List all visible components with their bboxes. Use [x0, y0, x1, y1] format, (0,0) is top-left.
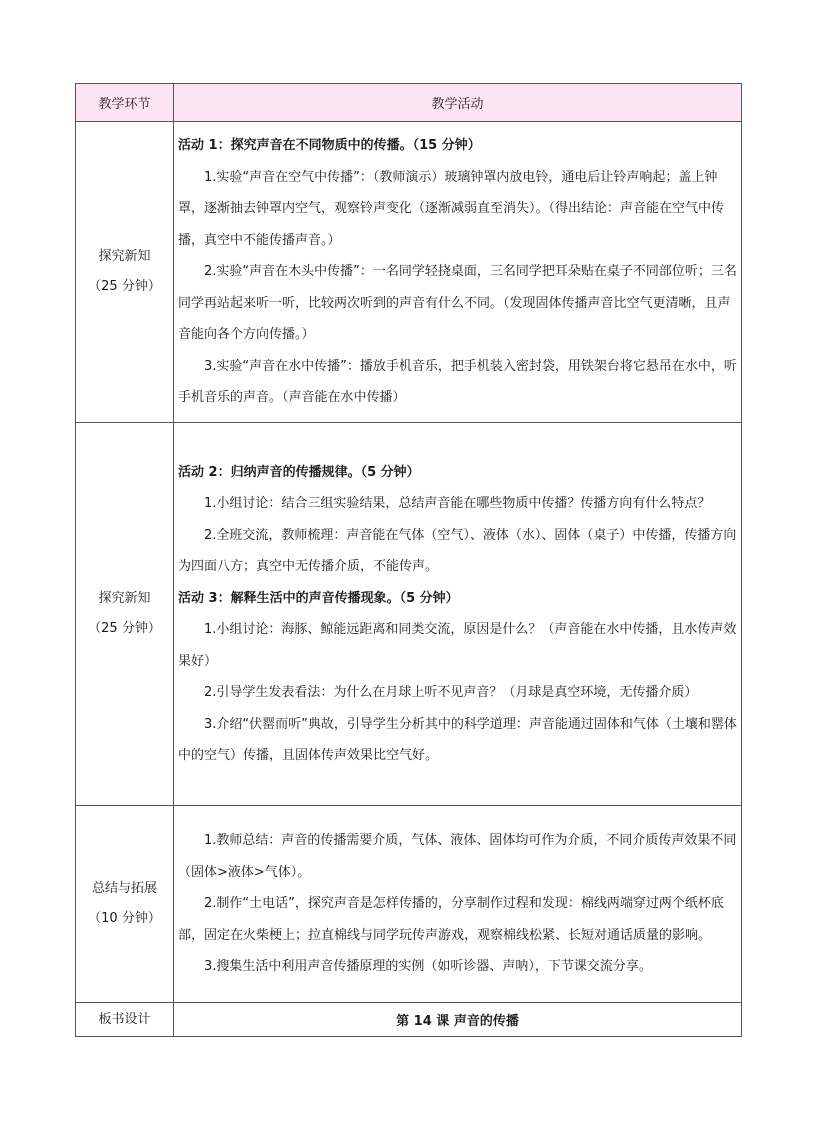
activity-item: 2.引导学生发表看法：为什么在月球上听不见声音？（月球是真空环境，无传播介质）: [204, 685, 698, 700]
activity-title: 活动 2：归纳声音的传播规律。（5 分钟）: [178, 464, 420, 480]
activity-item: 1.教师总结：声音的传播需要介质，气体、液体、固体均可作为介质，不同介质传声效果不同（固体>液体>气体）。: [178, 833, 737, 880]
activity-item: 1.实验“声音在空气中传播”：（教师演示）玻璃钟罩内放电铃，通电后让铃声响起；盖上钟罩，逐渐抽去钟罩内空气，观察铃声变化（逐渐减弱直至消失）。（得出结论：声音能在空气中传播，真空中不能传播声音。）: [178, 169, 725, 248]
table-header-row: [76, 84, 742, 122]
activity-item: 2.实验“声音在木头中传播”：一名同学轻挠桌面，三名同学把耳朵贴在桌子不同部位听；三名同学再站起来听一听，比较两次听到的声音有什么不同。（发现固体传播声音比空气更清晰，且声音能向各个方向传播。）: [178, 264, 737, 343]
table-row: [76, 122, 742, 423]
stage-cell: [76, 122, 174, 423]
stage-time: （25 分钟）: [88, 621, 161, 636]
activity-item: 3.搜集生活中利用声音传播原理的实例（如听诊器、声呐），下节课交流分享。: [204, 959, 652, 975]
activity-item: 1.小组讨论：海豚、鲸能远距离和同类交流，原因是什么？（声音能在水中传播，且水传声效果好）: [178, 622, 737, 669]
stage-time: （25 分钟）: [88, 279, 161, 294]
activity-item: 3.实验“声音在水中传播”：播放手机音乐，把手机装入密封袋，用铁架台将它悬吊在水中，听手机音乐的声音。（声音能在水中传播）: [178, 358, 737, 406]
stage-cell: [76, 806, 174, 1003]
activity-item: 1.小组讨论：结合三组实验结果，总结声音能在哪些物质中传播？传播方向有什么特点？: [204, 496, 711, 511]
board-design-label: 板书设计: [76, 1003, 174, 1037]
activity-cell: [174, 423, 742, 806]
table-row: [76, 806, 742, 1003]
table-row: [76, 423, 742, 806]
stage-time: （10 分钟）: [88, 911, 161, 926]
table-row: [76, 1003, 742, 1037]
lesson-plan-table: [75, 83, 742, 1037]
activity-item: 2.制作“土电话”，探究声音是怎样传播的，分享制作过程和发现：棉线两端穿过两个纸杯底部，固定在火柴梗上；拉直棉线与同学玩传声游戏，观察棉线松紧、长短对通话质量的影响。: [178, 896, 724, 943]
board-design-content: 第 14 课 声音的传播: [174, 1003, 742, 1037]
activity-cell: [174, 806, 742, 1003]
stage-cell: [76, 423, 174, 806]
stage-label: 探究新知: [98, 249, 151, 264]
stage-label: 总结与拓展: [91, 881, 157, 896]
stage-label: 探究新知: [98, 591, 151, 606]
activity-title: 活动 1：探究声音在不同物质中的传播。（15 分钟）: [178, 138, 481, 154]
activity-item: 3.介绍“伏罂而听”典故，引导学生分析其中的科学道理：声音能通过固体和气体（土壤和罂体中的空气）传播，且固体传声效果比空气好。: [178, 716, 737, 763]
activity-cell: [174, 122, 742, 423]
header-stage: 教学环节: [76, 84, 174, 122]
activity-item: 2.全班交流，教师梳理：声音能在气体（空气）、液体（水）、固体（桌子）中传播，传播方向为四面八方；真空中无传播介质，不能传声。: [178, 527, 737, 574]
activity-title: 活动 3：解释生活中的声音传播现象。（5 分钟）: [178, 590, 459, 606]
header-activity: 教学活动: [174, 84, 742, 122]
